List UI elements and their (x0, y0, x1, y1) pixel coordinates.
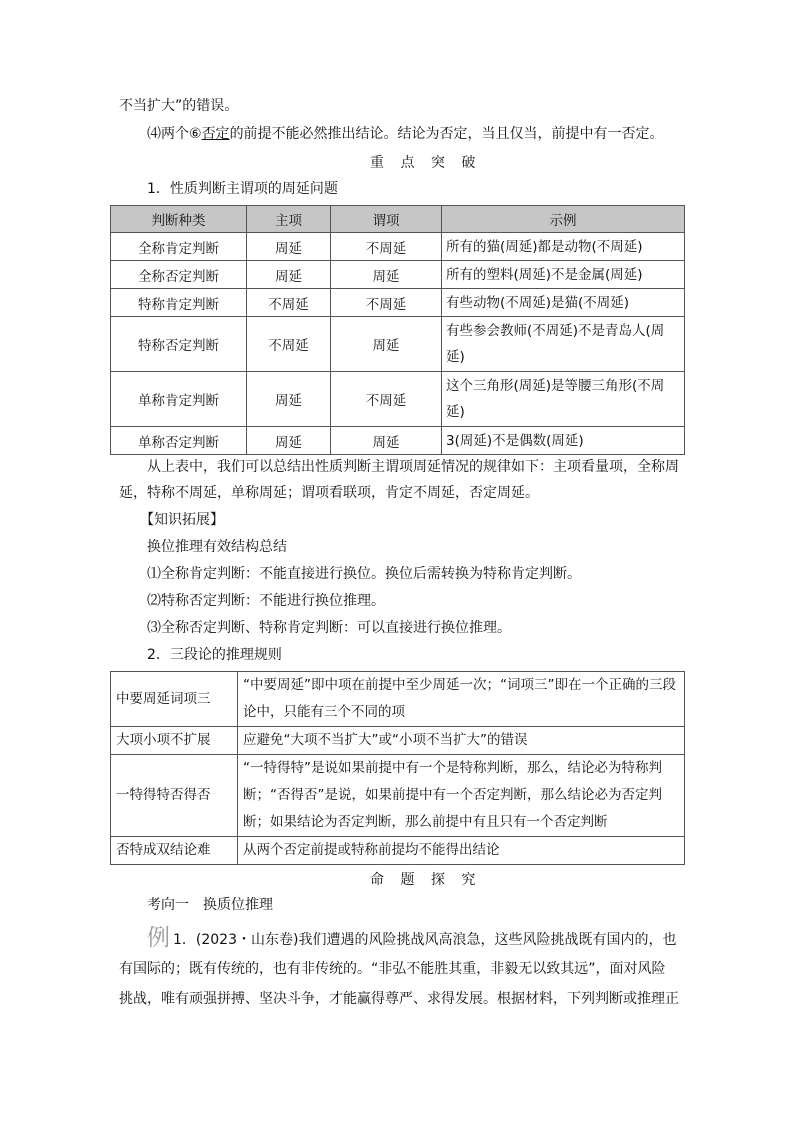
conversion-title: 换位推理有效结构总结 (147, 539, 287, 555)
table-header-row (111, 206, 685, 233)
table-cell: 特称否定判断 (111, 317, 247, 372)
rule-4-underlined: 否定 (201, 126, 230, 142)
rule-4 (147, 124, 664, 144)
rule-key: 中要周延词项三 (111, 672, 238, 727)
example-line-1: 1．(2023・山东卷)我们遭遇的风险挑战风高浪急，这些风险挑战既有国内的，也 (173, 932, 677, 948)
rule-desc: 应避免“大项不当扩大”或“小项不当扩大”的错误 (238, 727, 685, 755)
table-row (111, 289, 685, 317)
example-line-3: 挑战，唯有顽强拼搏、坚决斗争，才能赢得尊严、求得发展。根据材料，下列判断或推理正 (119, 991, 679, 1007)
rule-key: 大项小项不扩展 (111, 727, 238, 755)
table-cell: 周延 (331, 317, 442, 372)
table-row (111, 755, 685, 837)
table-cell: 3(周延)不是偶数(周延) (442, 427, 685, 455)
table-cell: 单称肯定判断 (111, 372, 247, 427)
table-cell: 不周延 (331, 233, 442, 261)
table-cell: 周延 (331, 427, 442, 455)
summary-line-1: 从上表中，我们可以总结出性质判断主谓项周延情况的规律如下：主项看量项，全称周 (147, 459, 679, 475)
section-key-points: 重 点 突 破 (370, 155, 482, 171)
syllogism-rules-table (110, 671, 685, 865)
rule-key: 一特得特否得否 (111, 755, 238, 837)
rule-key: 否特成双结论难 (111, 837, 238, 865)
table-cell: 不周延 (331, 372, 442, 427)
table-cell: 周延 (247, 233, 331, 261)
table-row (111, 727, 685, 755)
table-cell: 不周延 (331, 289, 442, 317)
table-cell: 周延 (247, 261, 331, 289)
table-cell: 不周延 (247, 289, 331, 317)
table-cell: 所有的猫(周延)都是动物(不周延) (442, 233, 685, 261)
table-row (111, 317, 685, 372)
table-cell: 全称肯定判断 (111, 233, 247, 261)
table-cell: 周延 (331, 261, 442, 289)
table-cell: 所有的塑料(周延)不是金属(周延) (442, 261, 685, 289)
table-cell: 不周延 (247, 317, 331, 372)
table-cell: 有些参会教师(不周延)不是青岛人(周延) (442, 317, 685, 372)
table-cell: 周延 (247, 427, 331, 455)
table-header: 主项 (247, 206, 331, 233)
summary-line-2: 延，特称不周延，单称周延；谓项看联项，肯定不周延，否定周延。 (119, 485, 539, 501)
rule-desc: “中要周延”即中项在前提中至少周延一次；“词项三”即在一个正确的三段论中，只能有三个不同的项 (238, 672, 685, 727)
conversion-item: ⑵特称否定判断：不能进行换位推理。 (147, 593, 385, 609)
subheading-1: 1．性质判断主谓项的周延问题 (147, 181, 338, 197)
section-exploration: 命 题 探 究 (370, 872, 482, 888)
table-cell: 这个三角形(周延)是等腰三角形(不周延) (442, 372, 685, 427)
continuation-text: 不当扩大”的错误。 (119, 98, 239, 114)
conversion-item: ⑴全称肯定判断：不能直接进行换位。换位后需转换为特称肯定判断。 (147, 566, 581, 582)
subheading-2: 2．三段论的推理规则 (147, 647, 282, 663)
table-row (111, 372, 685, 427)
table-header: 判断种类 (111, 206, 247, 233)
example-line-2: 有国际的；既有传统的，也有非传统的。“非弘不能胜其重，非毅无以致其远”，面对风险 (119, 961, 666, 977)
rule-desc: “一特得特”是说如果前提中有一个是特称判断，那么，结论必为特称判断；“否得否”是说，如果前提中有一个否定判断，那么结论必为否定判断；如果结论为否定判断，那么前提中有且只有一个否定判断 (238, 755, 685, 837)
table-row (111, 261, 685, 289)
table-cell: 有些动物(不周延)是猫(不周延) (442, 289, 685, 317)
direction-1-title: 考向一 换质位推理 (147, 897, 273, 913)
table-header: 示例 (442, 206, 685, 233)
table-cell: 全称否定判断 (111, 261, 247, 289)
conversion-item: ⑶全称否定判断、特称肯定判断：可以直接进行换位推理。 (147, 620, 511, 636)
table-header: 谓项 (331, 206, 442, 233)
table-cell: 特称肯定判断 (111, 289, 247, 317)
rule-4-rest: 的前提不能必然推出结论。结论为否定，当且仅当，前提中有一否定。 (229, 126, 664, 142)
rule-desc: 从两个否定前提或特称前提均不能得出结论 (238, 837, 685, 865)
rule-4-prefix: ⑷两个⑥ (147, 126, 202, 142)
table-row (111, 837, 685, 865)
table-row (111, 427, 685, 455)
table-cell: 周延 (247, 372, 331, 427)
table-row (111, 233, 685, 261)
distribution-table (110, 205, 685, 455)
table-row (111, 672, 685, 727)
example-mark: 例 (147, 925, 170, 951)
table-cell: 单称否定判断 (111, 427, 247, 455)
knowledge-title: 【知识拓展】 (140, 512, 224, 528)
